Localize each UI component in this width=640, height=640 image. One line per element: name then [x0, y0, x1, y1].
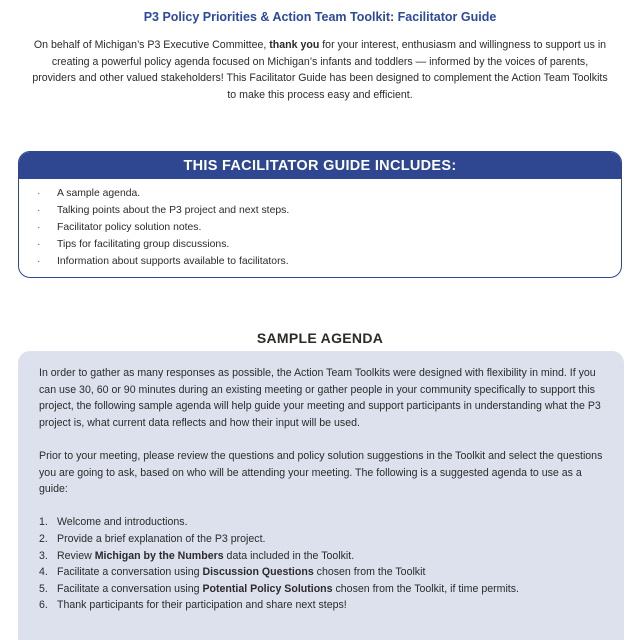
step-text-end: chosen from the Toolkit — [313, 566, 426, 579]
step-number: 3. — [39, 549, 48, 562]
includes-header: THIS FACILITATOR GUIDE INCLUDES: — [19, 152, 621, 179]
agenda-step — [39, 597, 604, 614]
step-text-start: Welcome and introductions. — [57, 516, 188, 529]
list-item — [37, 203, 621, 220]
bullet-marker: · — [37, 204, 41, 216]
includes-list — [19, 179, 621, 271]
bullet-marker: · — [37, 221, 41, 233]
agenda-step — [39, 581, 604, 598]
bullet-marker: · — [37, 188, 41, 199]
step-text — [57, 548, 354, 565]
agenda-step — [39, 564, 604, 581]
intro-text-end: for your interest, enthusiasm and willingness to support us in creating a powerful policy agenda focused on Michigan’s infants and toddlers — informed by the voices of parents, providers and other valued stakeholders! This Facilitator Guide has been designed to complement the Action Team Toolkits to make this process easy and efficient. — [32, 39, 608, 101]
step-number: 6. — [39, 599, 48, 612]
step-text-start: Thank participants for their participation and share next steps! — [57, 599, 347, 612]
step-text-end: chosen from the Toolkit, if time permits. — [332, 582, 519, 595]
step-number: 4. — [39, 566, 48, 579]
list-item-text: A sample agenda. — [57, 188, 141, 199]
step-text — [57, 514, 188, 531]
agenda-paragraph: Prior to your meeting, please review the questions and policy solution suggestions in the Toolkit and select the questions you are going to ask, based on who will be attending your meeting. The following is a suggested agenda to use as a guide: — [39, 449, 603, 496]
intro-thank-you: thank you — [269, 39, 320, 51]
list-item — [37, 237, 621, 254]
agenda-box — [18, 351, 624, 640]
step-text-bold: Discussion Questions — [202, 566, 314, 579]
list-item — [37, 254, 621, 271]
intro-text-start: On behalf of Michigan’s P3 Executive Committee, — [33, 39, 270, 51]
agenda-paragraph: In order to gather as many responses as possible, the Action Team Toolkits were designed with flexibility in mind. If you can use 30, 60 or 90 minutes during an existing meeting or gather people in your community specifically to support this project, the following sample agenda will help guide your meeting and support participants in understanding what the P3 project is, what current data reflects and how their input will be used. — [39, 367, 601, 429]
step-number: 2. — [39, 532, 48, 545]
step-text-bold: Michigan by the Numbers — [94, 549, 224, 562]
step-text — [57, 531, 265, 548]
bullet-marker: · — [37, 238, 41, 250]
step-text — [57, 581, 519, 598]
step-text — [57, 597, 347, 614]
agenda-heading: SAMPLE AGENDA — [256, 330, 384, 346]
step-text-start: Facilitate a conversation using — [57, 566, 203, 579]
step-text — [57, 564, 425, 581]
agenda-steps — [39, 514, 604, 614]
bullet-marker: · — [37, 255, 41, 267]
page-title: P3 Policy Priorities & Action Team Toolkit: Facilitator Guide — [143, 10, 497, 24]
list-item — [37, 220, 621, 237]
list-item — [37, 186, 621, 203]
step-text-bold: Potential Policy Solutions — [202, 582, 333, 595]
agenda-step — [39, 531, 604, 548]
intro-paragraph — [30, 37, 610, 103]
list-item-text: Information about supports available to facilitators. — [57, 255, 289, 267]
agenda-step — [39, 514, 604, 531]
step-text-end: data included in the Toolkit. — [223, 549, 355, 562]
step-text-start: Provide a brief explanation of the P3 project. — [57, 532, 266, 545]
step-number: 5. — [39, 582, 48, 595]
step-text-start: Facilitate a conversation using — [57, 582, 203, 595]
list-item-text: Facilitator policy solution notes. — [57, 221, 202, 233]
agenda-step — [39, 548, 604, 565]
step-text-start: Review — [57, 549, 95, 562]
list-item-text: Talking points about the P3 project and next steps. — [57, 204, 290, 216]
step-number: 1. — [39, 516, 48, 529]
includes-box — [18, 151, 622, 278]
list-item-text: Tips for facilitating group discussions. — [57, 238, 230, 250]
